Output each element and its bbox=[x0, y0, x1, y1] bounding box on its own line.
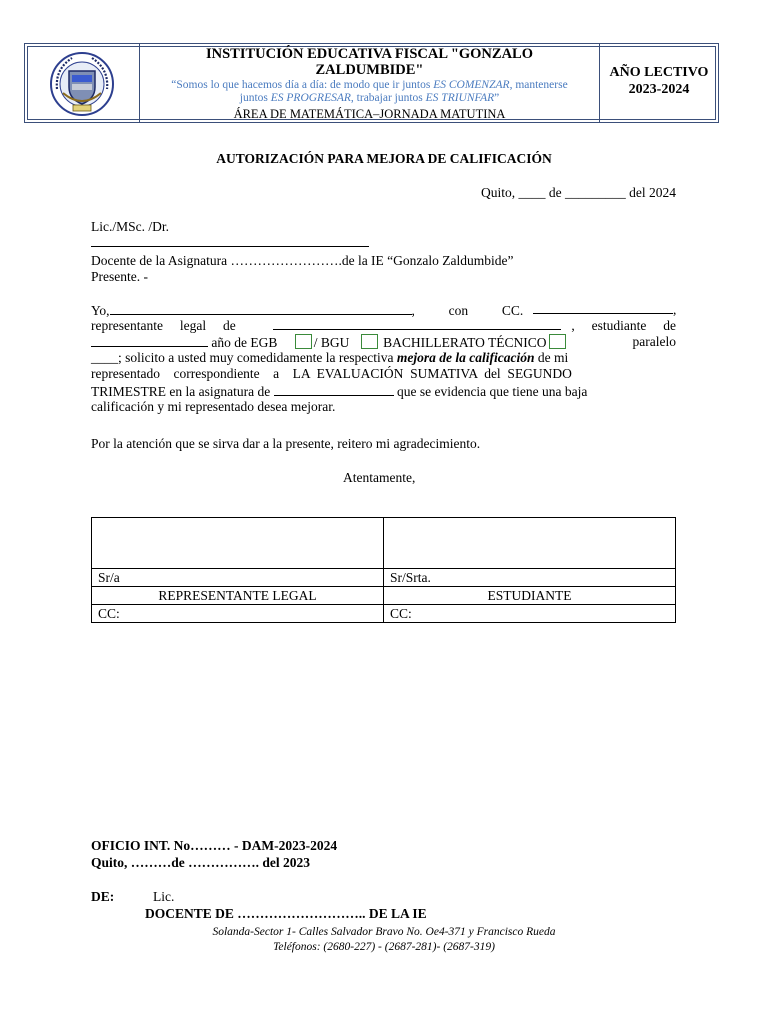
year-label: AÑO LECTIVO bbox=[609, 65, 709, 80]
role-left: REPRESENTANTE LEGAL bbox=[92, 587, 384, 605]
oficio-number: OFICIO INT. No……… - DAM-2023-2024 bbox=[91, 838, 338, 853]
text: BACHILLERATO TÉCNICO bbox=[383, 335, 547, 350]
salutation-right: Sr/Srta. bbox=[384, 569, 676, 587]
year-blank bbox=[91, 334, 208, 347]
paragraph-2: Por la atención que se sirva dar a la presente, reitero mi agradecimiento. bbox=[91, 436, 481, 451]
text: TRIMESTRE en la asignatura de bbox=[91, 384, 271, 399]
paragraph-line-4 bbox=[91, 350, 676, 366]
motto-text: ” bbox=[494, 92, 500, 104]
salutation-row bbox=[92, 569, 676, 587]
signature-table bbox=[91, 517, 676, 623]
presente: Presente. - bbox=[91, 269, 148, 284]
motto-text: “Somos lo que hacemos día a día: de modo que ir juntos bbox=[171, 79, 434, 91]
text: Yo, bbox=[91, 303, 110, 318]
paragraph-line-6 bbox=[91, 383, 587, 400]
paralelo: paralelo bbox=[632, 334, 676, 349]
paragraph-line-5: representado correspondiente a LA EVALUACIÓN SUMATIVA del SEGUNDO bbox=[91, 366, 572, 381]
document-title: AUTORIZACIÓN PARA MEJORA DE CALIFICACIÓN bbox=[216, 151, 552, 166]
bgu-checkbox[interactable] bbox=[361, 334, 378, 349]
date-city: Quito, ____ de _________ del 2024 bbox=[481, 185, 676, 200]
recipient-role: Docente de la Asignatura …………………….de la IE “Gonzalo Zaldumbide” bbox=[91, 253, 514, 268]
signature-space-row bbox=[92, 518, 676, 569]
emphasis-text: mejora de la calificación bbox=[396, 350, 535, 365]
cc-blank bbox=[533, 313, 673, 314]
footer-address: Solanda-Sector 1- Calles Salvador Bravo No. Oe4-371 y Francisco Rueda bbox=[212, 926, 556, 938]
motto-emphasis: ES TRIUNFAR bbox=[425, 92, 495, 104]
school-year bbox=[600, 64, 718, 98]
recipient-name-line bbox=[91, 246, 369, 247]
de-label: DE: bbox=[91, 889, 115, 904]
recipient-title: Lic./MSc. /Dr. bbox=[91, 219, 169, 234]
cc-right: CC: bbox=[384, 605, 676, 623]
footer-phones: Teléfonos: (2680-227) - (2687-281)- (2687-319) bbox=[273, 941, 495, 953]
logo-cell bbox=[25, 44, 140, 122]
student-blank bbox=[273, 329, 561, 330]
closing: Atentamente, bbox=[343, 470, 416, 485]
de-value: Lic. bbox=[153, 889, 175, 904]
salutation-left: Sr/a bbox=[92, 569, 384, 587]
header-box bbox=[24, 43, 719, 123]
signature-box-representative[interactable] bbox=[92, 518, 384, 569]
estudiante-de: , estudiante de bbox=[571, 318, 676, 333]
bachillerato-checkbox[interactable] bbox=[549, 334, 566, 349]
subject-blank bbox=[274, 383, 394, 396]
oficio-date: Quito, ………de ……………. del 2023 bbox=[91, 855, 311, 870]
institution-line-2: ZALDUMBIDE" bbox=[315, 62, 424, 78]
text: / BGU bbox=[313, 335, 350, 350]
text: , con CC. bbox=[411, 303, 524, 318]
area-label: ÁREA DE MATEMÁTICA–JORNADA MATUTINA bbox=[233, 107, 506, 121]
signature-box-student[interactable] bbox=[384, 518, 676, 569]
motto-text: juntos bbox=[239, 92, 271, 104]
motto-text: , trabajar juntos bbox=[350, 92, 426, 104]
text: ____; solicito a usted muy comedidamente la respectiva bbox=[91, 350, 397, 365]
docente-line: DOCENTE DE ……………………….. DE LA IE bbox=[145, 906, 427, 921]
text: representante legal de bbox=[91, 318, 236, 333]
motto-emphasis: ES COMENZAR bbox=[433, 79, 510, 91]
egb-checkbox[interactable] bbox=[295, 334, 312, 349]
cc-left: CC: bbox=[92, 605, 384, 623]
motto bbox=[139, 79, 600, 105]
text: de mi bbox=[534, 350, 569, 365]
paragraph-line-3 bbox=[91, 334, 568, 351]
year-value: 2023-2024 bbox=[628, 82, 690, 97]
year-cell bbox=[599, 44, 718, 122]
motto-line-1 bbox=[139, 79, 600, 92]
paragraph-line-1 bbox=[91, 302, 523, 319]
role-row bbox=[92, 587, 676, 605]
institution-line-1: INSTITUCIÓN EDUCATIVA FISCAL "GONZALO bbox=[206, 46, 533, 62]
cc-row bbox=[92, 605, 676, 623]
name-blank bbox=[110, 302, 412, 315]
motto-text: , mantenerse bbox=[509, 79, 568, 91]
school-logo-icon bbox=[47, 49, 117, 119]
role-right: ESTUDIANTE bbox=[384, 587, 676, 605]
institution-name bbox=[139, 46, 600, 78]
paragraph-line-7: calificación y mi representado desea mejorar. bbox=[91, 399, 336, 414]
paragraph-line-2 bbox=[91, 318, 236, 334]
text: año de EGB bbox=[211, 335, 278, 350]
motto-emphasis: ES PROGRESAR bbox=[270, 92, 351, 104]
motto-line-2 bbox=[139, 92, 600, 105]
text: que se evidencia que tiene una baja bbox=[396, 384, 588, 399]
comma: , bbox=[673, 302, 677, 317]
